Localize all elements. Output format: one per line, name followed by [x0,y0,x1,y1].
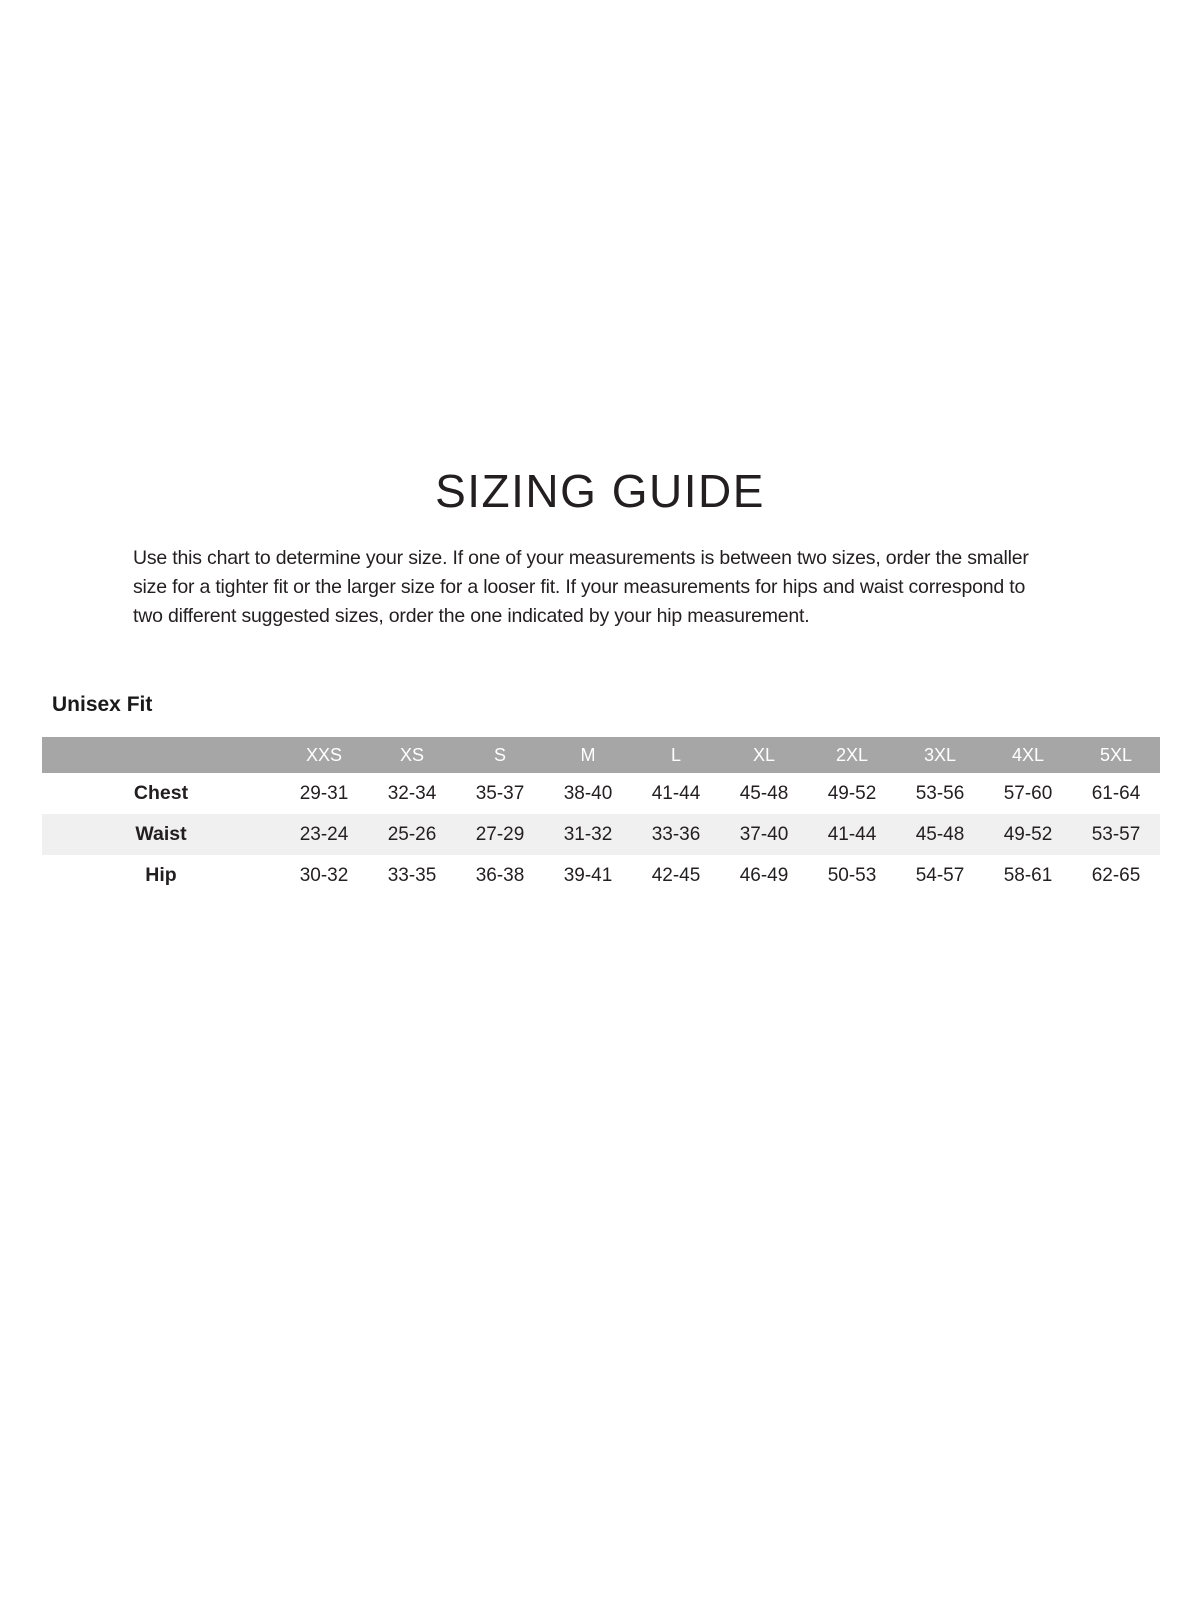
size-column-header: S [456,737,544,773]
size-header-row [42,737,1160,773]
measurement-value: 45-48 [915,823,965,845]
measurement-value: 41-44 [827,823,877,845]
measurement-value: 61-64 [1091,782,1141,804]
size-chart-table [42,737,1160,896]
measurement-value: 49-52 [827,782,877,804]
measurement-value: 50-53 [827,864,877,886]
size-column-header: 4XL [984,737,1072,773]
measurement-label: Chest [133,782,189,804]
measurement-value: 32-34 [387,782,437,804]
measurement-value: 42-45 [651,864,701,886]
measurement-value: 35-37 [475,782,525,804]
measurement-value: 39-41 [563,864,613,886]
measurement-value: 57-60 [1003,782,1053,804]
measurement-value: 29-31 [299,782,349,804]
size-column-header: 5XL [1072,737,1160,773]
size-chart-header [42,737,1160,773]
measurement-value: 30-32 [299,864,349,886]
measurement-value: 36-38 [475,864,525,886]
measurement-value: 33-35 [387,864,437,886]
measurement-value: 58-61 [1003,864,1053,886]
header-corner-cell [42,737,280,773]
size-column-header: 2XL [808,737,896,773]
intro-paragraph: Use this chart to determine your size. If one of your measurements is between two sizes, order the smaller size for a tighter fit or the larger size for a looser fit. If your measurements for hips and waist correspond to two different suggested sizes, order the one indicated by your hip measurement. [133,547,1029,627]
size-column-header: XL [720,737,808,773]
size-chart-body [42,773,1160,896]
measurement-value: 49-52 [1003,823,1053,845]
measurement-value: 37-40 [739,823,789,845]
page-title: SIZING GUIDE [435,465,765,517]
size-column-header: XXS [280,737,368,773]
measurement-value: 27-29 [475,823,525,845]
measurement-value: 53-56 [915,782,965,804]
size-column-header: XS [368,737,456,773]
measurement-value: 25-26 [387,823,437,845]
measurement-row [42,855,1160,896]
measurement-value: 38-40 [563,782,613,804]
size-column-header: 3XL [896,737,984,773]
measurement-label: Hip [145,864,177,886]
measurement-value: 45-48 [739,782,789,804]
measurement-row [42,814,1160,855]
measurement-value: 54-57 [915,864,965,886]
measurement-value: 41-44 [651,782,701,804]
size-column-header: L [632,737,720,773]
measurement-value: 31-32 [563,823,613,845]
measurement-value: 23-24 [299,823,349,845]
measurement-value: 62-65 [1091,864,1141,886]
measurement-label: Waist [135,823,187,845]
measurement-value: 46-49 [739,864,789,886]
size-column-header: M [544,737,632,773]
measurement-row [42,773,1160,814]
measurement-value: 53-57 [1091,823,1141,845]
section-label-unisex-fit: Unisex Fit [52,693,153,716]
measurement-value: 33-36 [651,823,701,845]
